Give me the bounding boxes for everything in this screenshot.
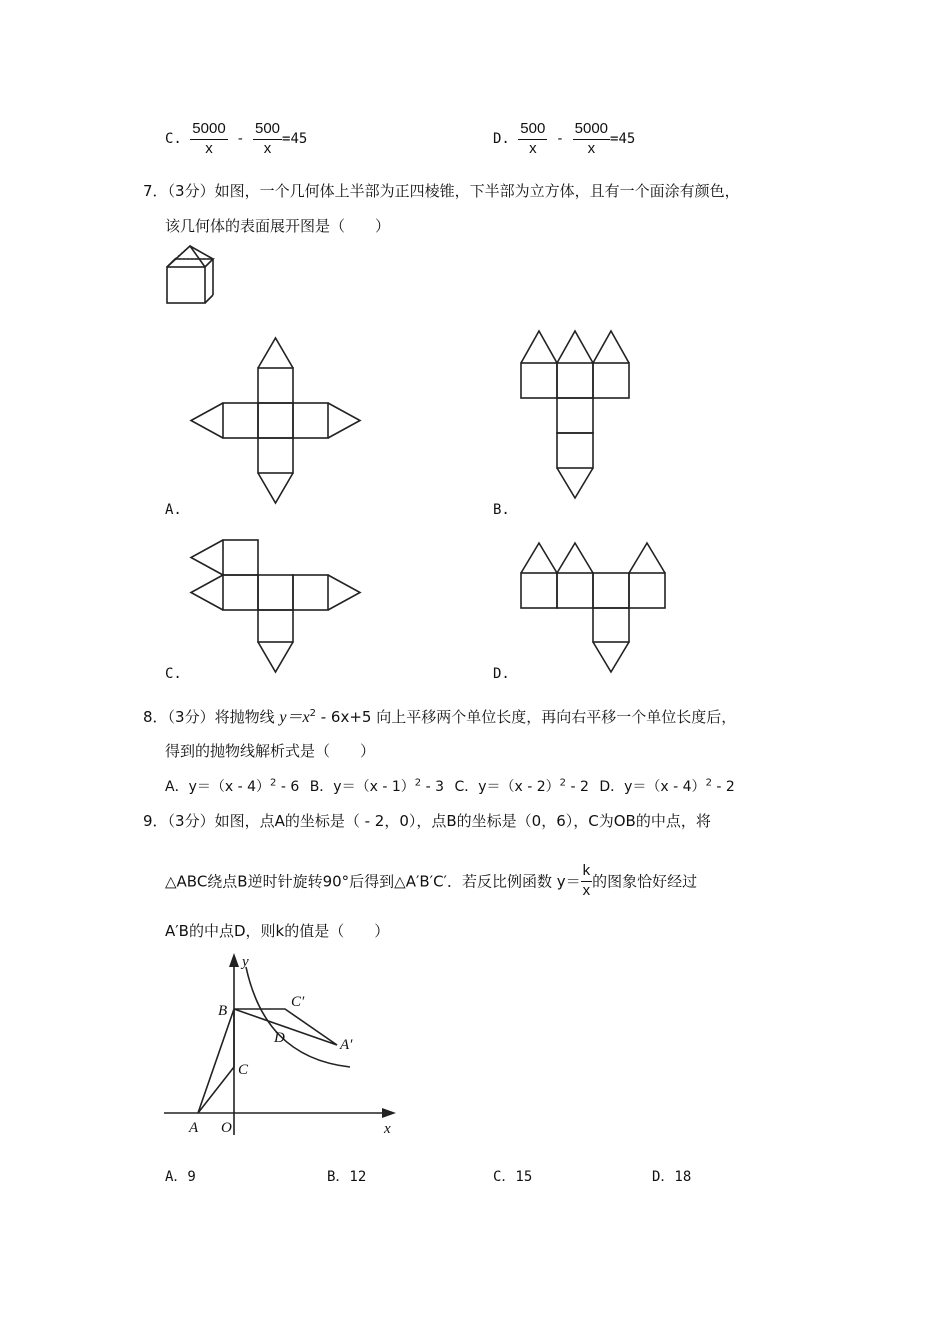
q9-stem-line3: A′B的中点D，则k的值是（ ） xyxy=(165,922,390,940)
q9-coordinate-figure xyxy=(160,950,420,1150)
q9-stem-line1: 9．（3分）如图，点A的坐标是（ - 2，0），点B的坐标是（0，6），C为OB的中点，将 xyxy=(143,812,711,830)
point-b-label: B xyxy=(218,1003,228,1019)
q8-option-a: A．y＝（x - 4）$^2$ - 6 xyxy=(165,777,300,795)
q7-stem-line2: 该几何体的表面展开图是（ ） xyxy=(165,217,391,235)
q7-option-c: C. xyxy=(165,666,182,682)
q6-option-d: D. $\frac{500}{x}$ - $\frac{5000}{x}$ =45 xyxy=(493,120,636,157)
q9-option-b: B．12 xyxy=(327,1169,367,1185)
q6-option-d-label: D. xyxy=(493,131,510,147)
q7-option-d: D. xyxy=(493,666,510,682)
fraction: $\frac{5000}{x}$ xyxy=(574,120,609,157)
q9-option-a: A．9 xyxy=(165,1169,196,1185)
q7-stem-line1: 7．（3分）如图，一个几何体上半部为正四棱锥，下半部为立方体，且有一个面涂有颜色， xyxy=(143,182,740,200)
q8-option-b: B．y＝（x - 1）$^2$ - 3 xyxy=(309,777,444,795)
fraction: $\frac{500}{x}$ xyxy=(254,120,281,157)
q9-stem-line2: △ABC绕点B逆时针旋转90°后得到△A′B′C′．若反比例函数 y＝ $\frac{k}{x}$ 的图象恰好经过 xyxy=(165,862,698,899)
q7-net-b xyxy=(518,328,638,503)
q7-net-d xyxy=(518,540,678,680)
q8-option-d: D．y＝（x - 4）$^2$ - 2 xyxy=(599,777,735,795)
q8-stem-line2: 得到的抛物线解析式是（ ） xyxy=(165,742,376,760)
point-a-label: A xyxy=(189,1120,199,1136)
k-over-x-fraction: $\frac{k}{x}$ xyxy=(582,862,591,899)
point-c-prime-label: C′ xyxy=(291,994,305,1010)
point-a-prime-label: A′ xyxy=(340,1037,353,1053)
q7-net-a xyxy=(188,335,368,505)
x-axis-label: x xyxy=(384,1121,391,1137)
fraction: $\frac{5000}{x}$ xyxy=(192,120,226,157)
q8-option-c: C．y＝（x - 2）$^2$ - 2 xyxy=(454,777,589,795)
fraction: $\frac{500}{x}$ xyxy=(520,120,546,157)
point-c-label: C xyxy=(238,1062,249,1078)
q8-options xyxy=(165,776,735,796)
origin-label: O xyxy=(221,1120,232,1136)
q7-option-b: B. xyxy=(493,502,510,518)
q7-net-c xyxy=(188,537,368,677)
q9-option-d: D．18 xyxy=(652,1169,692,1185)
q6-option-c-label: C. xyxy=(165,131,182,147)
q7-solid-figure xyxy=(160,240,220,310)
q6-option-c: C. $\frac{5000}{x}$ - $\frac{500}{x}$ =45 xyxy=(165,120,308,157)
q8-stem-line1: 8．（3分）将抛物线 $y=x^2 - 6x+5$ 向上平移两个单位长度，再向右平移一个单位长度后， xyxy=(143,708,737,726)
q9-option-c: C．15 xyxy=(493,1169,533,1185)
y-axis-label: y xyxy=(242,954,249,970)
point-d-label: D xyxy=(274,1030,285,1046)
q7-option-a: A. xyxy=(165,502,182,518)
